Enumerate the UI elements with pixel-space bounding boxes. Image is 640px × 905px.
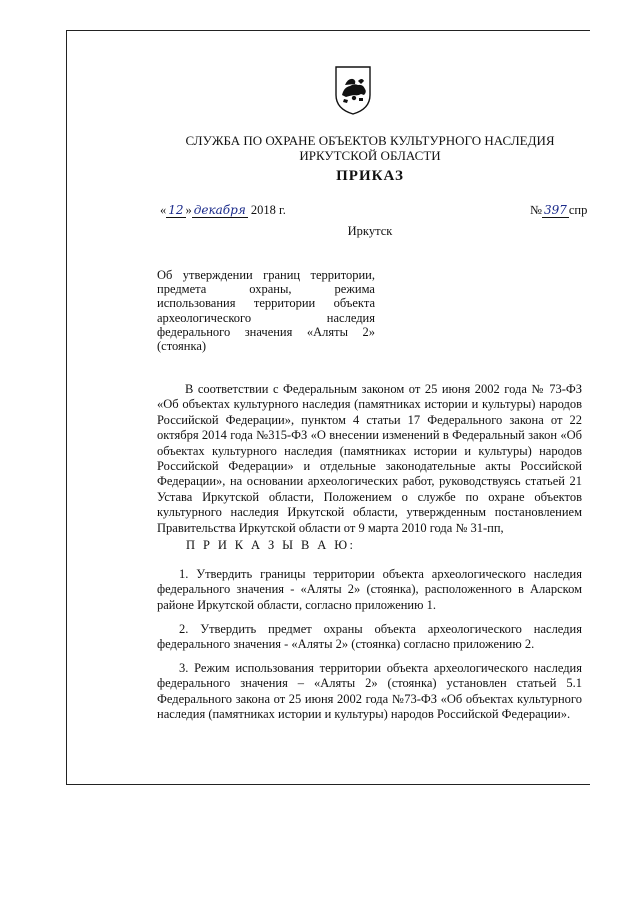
preamble-line: «Об объектах культурного наследия (памятниках истории и культуры) народов bbox=[157, 397, 582, 412]
order-item-line: 1. Утвердить границы территории объекта археологического наследия bbox=[179, 567, 582, 581]
order-item-line: наследия (памятниках истории и культуры) народов Российской Федерации». bbox=[157, 706, 571, 721]
order-item-line: 3. Режим использования территории объекта археологического наследия bbox=[179, 661, 582, 675]
orders-heading: П Р И К А З Ы В А Ю: bbox=[186, 538, 356, 552]
preamble-line: Устава Иркутской области, Положением о службе по охране объектов bbox=[157, 489, 582, 504]
preamble-line: Правительства Иркутской области от 9 марта 2010 года № 31-пп, bbox=[157, 520, 504, 535]
date-close-quote: » bbox=[185, 203, 192, 217]
order-item-line: 2. Утвердить предмет охраны объекта археологического наследия bbox=[179, 622, 582, 636]
order-item-line: федерального значения – «Аляты 2» (стоянка) установлен статьей 5.1 bbox=[157, 676, 582, 691]
document-city: Иркутск bbox=[347, 224, 393, 238]
irkutsk-coat-of-arms-icon bbox=[334, 65, 372, 115]
order-item-1 bbox=[157, 567, 582, 613]
subject-line: федерального значения «Аляты 2» bbox=[157, 324, 375, 339]
date-open-quote: « bbox=[160, 203, 167, 217]
date-year: 2018 г. bbox=[250, 203, 286, 217]
order-item-line: районе Иркутской области, согласно приложению 1. bbox=[157, 597, 436, 612]
preamble-line: объектах культурного наследия (памятниках истории и культуры) народов bbox=[157, 443, 582, 458]
subject-line: использования территории объекта bbox=[157, 296, 375, 311]
number-prefix: № bbox=[530, 203, 542, 217]
preamble-line: культурного наследия Иркутской области, утвержденным постановлением bbox=[157, 505, 582, 520]
subject-line: (стоянка) bbox=[157, 339, 207, 354]
preamble-line: Федерации», на основании археологических работ, руководствуясь статьей 21 bbox=[157, 474, 582, 489]
document-date bbox=[160, 203, 286, 218]
preamble-line: октября 2014 года №315-ФЗ «О внесении изменений в Федеральный закон «Об bbox=[157, 428, 582, 443]
document-type: ПРИКАЗ bbox=[336, 168, 404, 184]
subject-line: Об утверждении границ территории, bbox=[157, 268, 375, 282]
document-subject bbox=[157, 268, 375, 353]
order-item-line: федерального значения - «Аляты 2» (стоянка) согласно приложению 2. bbox=[157, 637, 535, 652]
preamble-paragraph bbox=[157, 382, 582, 536]
date-month: декабря bbox=[193, 203, 246, 217]
number-suffix: спр bbox=[568, 203, 588, 217]
preamble-line: В соответствии с Федеральным законом от 25 июня 2002 года № 73-ФЗ bbox=[185, 382, 582, 396]
agency-name bbox=[150, 133, 590, 163]
agency-name-line2: ИРКУТСКОЙ ОБЛАСТИ bbox=[299, 148, 441, 163]
preamble-line: Российской Федерации», пунктом 4 статьи 17 Федерального закона от 22 bbox=[157, 412, 582, 427]
order-item-line: Федерального закона от 25 июня 2002 года №73-ФЗ «Об объектах культурного bbox=[157, 691, 582, 706]
date-day: 12 bbox=[168, 203, 184, 217]
subject-line: археологического наследия bbox=[157, 310, 375, 325]
order-item-2 bbox=[157, 622, 582, 653]
order-item-line: федерального значения - «Аляты 2» (стоянка), расположенного в Аларском bbox=[157, 582, 582, 597]
order-item-3 bbox=[157, 661, 582, 722]
preamble-line: Российской Федерации» и отдельные законодательные акты Российской bbox=[157, 459, 582, 474]
subject-line: предмета охраны, режима bbox=[157, 282, 375, 297]
document-number bbox=[530, 203, 587, 218]
number-value: 397 bbox=[543, 203, 567, 217]
agency-name-line1: СЛУЖБА ПО ОХРАНЕ ОБЪЕКТОВ КУЛЬТУРНОГО НАСЛЕДИЯ bbox=[185, 133, 555, 148]
